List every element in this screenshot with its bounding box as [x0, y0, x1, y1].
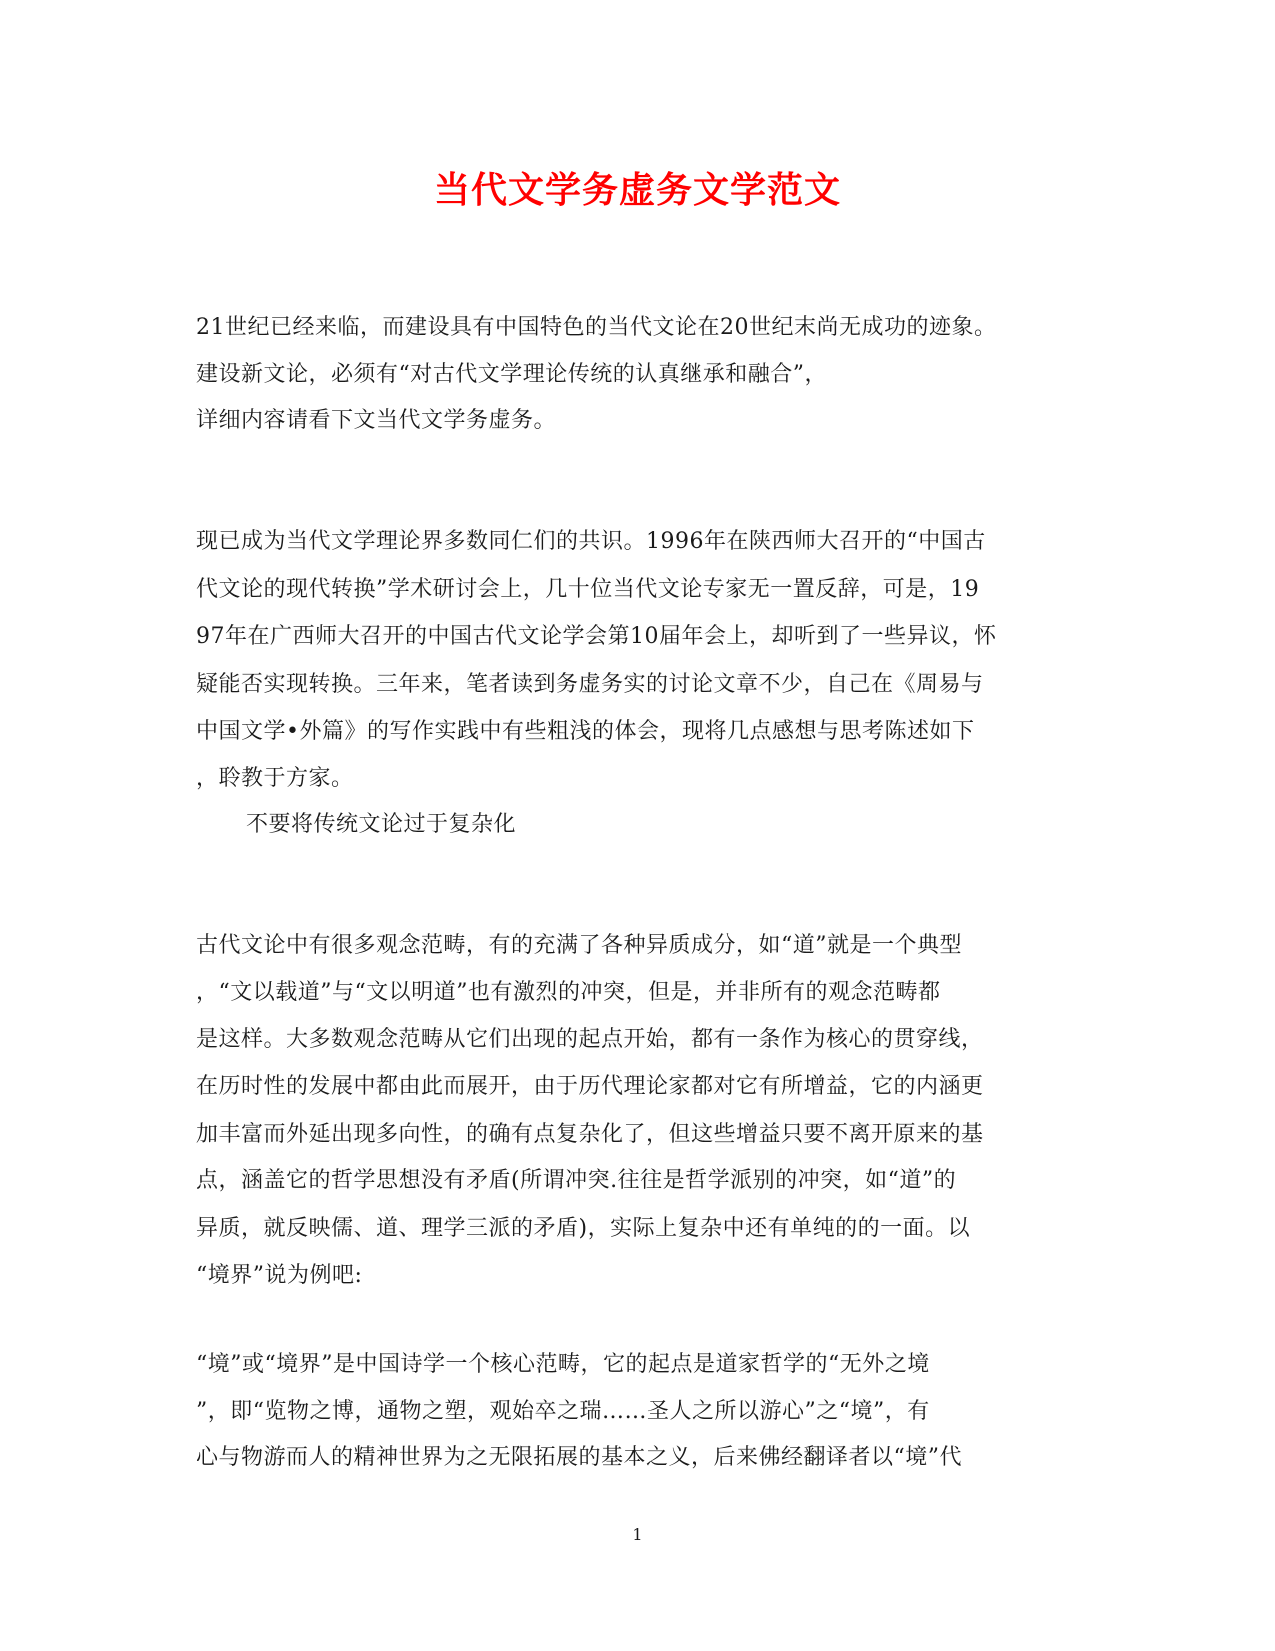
paragraph-4-line-6: 点，涵盖它的哲学思想没有矛盾(所谓冲突.往往是哲学派别的冲突，如“道”的	[196, 1168, 957, 1193]
paragraph-4-line-3: 是这样。大多数观念范畴从它们出现的起点开始，都有一条作为核心的贯穿线，	[196, 1027, 984, 1052]
paragraph-2-line-6: ，聆教于方家。	[196, 766, 354, 791]
paragraph-4-line-7: 异质，就反映儒、道、理学三派的矛盾)，实际上复杂中还有单纯的的一面。以	[196, 1216, 971, 1241]
paragraph-4-line-4: 在历时性的发展中都由此而展开，由于历代理论家都对它有所增益，它的内涵更	[196, 1074, 984, 1099]
paragraph-5-line-3: 心与物游而人的精神世界为之无限拓展的基本之义，后来佛经翻译者以“境”代	[196, 1445, 962, 1470]
paragraph-4-line-2: ，“文以载道”与“文以明道”也有激烈的冲突，但是，并非所有的观念范畴都	[196, 980, 941, 1005]
paragraph-2-line-2: 代文论的现代转换”学术研讨会上，几十位当代文论专家无一置反辞，可是，19	[196, 577, 980, 602]
paragraph-1-line-1: 21世纪已经来临，而建设具有中国特色的当代文论在20世纪末尚无成功的迹象。	[196, 315, 997, 340]
paragraph-2-line-5: 中国文学•外篇》的写作实践中有些粗浅的体会，现将几点感想与思考陈述如下	[196, 719, 975, 744]
paragraph-2-line-1: 现已成为当代文学理论界多数同仁们的共识。1996年在陕西师大召开的“中国古	[196, 529, 986, 554]
paragraph-5-line-1: “境”或“境界”是中国诗学一个核心范畴，它的起点是道家哲学的“无外之境	[196, 1352, 930, 1377]
paragraph-5-line-2: ”，即“览物之博，通物之塑，观始卒之瑞……圣人之所以游心”之“境”，有	[196, 1399, 930, 1424]
paragraph-2-line-4: 疑能否实现转换。三年来，笔者读到务虚务实的讨论文章不少，自己在《周易与	[196, 672, 984, 697]
section-heading: 不要将传统文论过于复杂化	[246, 812, 517, 837]
document-title: 当代文学务虚务文学范文	[433, 169, 841, 211]
paragraph-4-line-8: “境界”说为例吧:	[196, 1263, 363, 1288]
paragraph-1-line-3: 详细内容请看下文当代文学务虚务。	[196, 408, 557, 433]
paragraph-4-line-1: 古代文论中有很多观念范畴，有的充满了各种异质成分，如“道”就是一个典型	[196, 933, 962, 958]
paragraph-1-line-2: 建设新文论，必须有“对古代文学理论传统的认真继承和融合”，	[196, 362, 827, 387]
paragraph-2-line-3: 97年在广西师大召开的中国古代文论学会第10届年会上，却听到了一些异议，怀	[196, 624, 997, 649]
paragraph-4-line-5: 加丰富而外延出现多向性，的确有点复杂化了，但这些增益只要不离开原来的基	[196, 1122, 984, 1147]
page-number: 1	[632, 1525, 643, 1544]
